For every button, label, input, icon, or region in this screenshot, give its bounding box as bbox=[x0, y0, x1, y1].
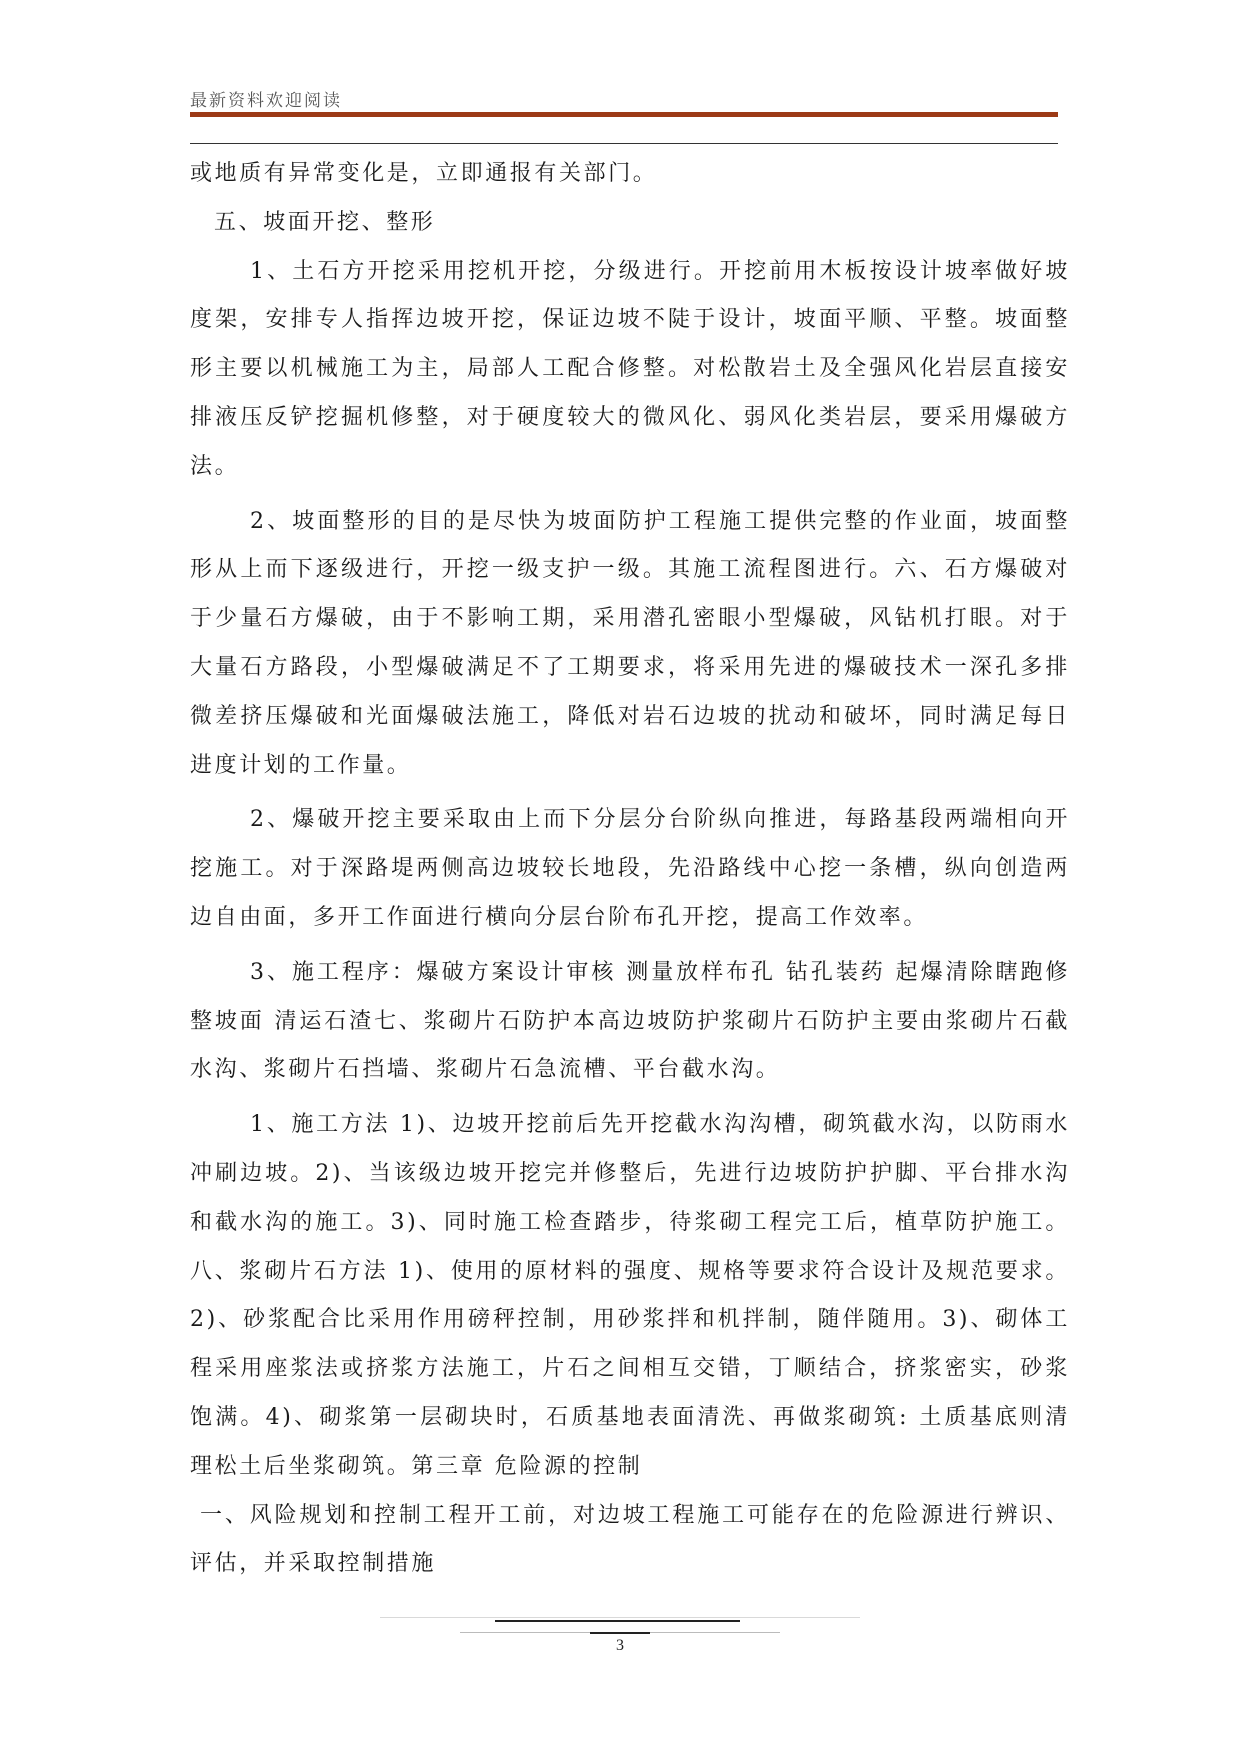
header-rule-thin bbox=[190, 143, 1058, 144]
paragraph-continuation: 或地质有异常变化是，立即通报有关部门。 bbox=[190, 161, 658, 186]
page-number: 3 bbox=[616, 1637, 624, 1654]
footer-rule-dark bbox=[495, 1620, 740, 1622]
paragraph-construction-procedure: 3、施工程序：爆破方案设计审核 测量放样布孔 钻孔装药 起爆清除瞎跑修整坡面 清运石渣七、浆砌片石防护本高边坡防护浆砌片石防护主要由浆砌片石截水沟、浆砌片石挡墙、浆砌片石急流槽、平台截水沟。 bbox=[190, 959, 1070, 1083]
footer-rule-light bbox=[380, 1617, 860, 1618]
paragraph-construction-method: 1、施工方法 1)、边坡开挖前后先开挖截水沟沟槽，砌筑截水沟，以防雨水冲刷边坡。2)、当该级边坡开挖完并修整后，先进行边坡防护护脚、平台排水沟和截水沟的施工。3)、同时施工检查踏步，待浆砌工程完工后，植草防护施工。八、浆砌片石方法 1)、使用的原材料的强度、规格等要求符合设计及规范要求。2)、砂浆配合比采用作用磅秤控制，用砂浆拌和机拌制，随伴随用。3)、砌体工程采用座浆法或挤浆方法施工，片石之间相互交错，丁顺结合，挤浆密实，砂浆饱满。4)、砌浆第一层砌块时，石质基地表面清洗、再做浆砌筑: 土质基底则清理松土后坐浆砌筑。第三章 危险源的控制 bbox=[190, 1112, 1070, 1479]
section-heading-slope-excavation: 五、坡面开挖、整形 bbox=[214, 209, 436, 235]
header-rule-thick bbox=[190, 112, 1058, 117]
document-body bbox=[190, 150, 1070, 1589]
paragraph-excavation: 1、土石方开挖采用挖机开挖，分级进行。开挖前用木板按设计坡率做好坡度架，安排专人指挥边坡开挖，保证边坡不陡于设计，坡面平顺、平整。坡面整形主要以机械施工为主，局部人工配合修整。对松散岩土及全强风化岩层直接安排液压反铲挖掘机修整，对于硬度较大的微风化、弱风化类岩层，要采用爆破方法。 bbox=[190, 258, 1070, 479]
paragraph-risk-planning: 一、风险规划和控制工程开工前，对边坡工程施工可能存在的危险源进行辨识、评估，并采取控制措施 bbox=[190, 1502, 1070, 1577]
footer-rule-short bbox=[590, 1632, 650, 1634]
page-header-title: 最新资料欢迎阅读 bbox=[190, 91, 342, 111]
paragraph-blasting-excavation: 2、爆破开挖主要采取由上而下分层分台阶纵向推进，每路基段两端相向开挖施工。对于深路堤两侧高边坡较长地段，先沿路线中心挖一条槽，纵向创造两边自由面，多开工作面进行横向分层台阶布孔开挖，提高工作效率。 bbox=[190, 807, 1070, 930]
paragraph-slope-shaping: 2、坡面整形的目的是尽快为坡面防护工程施工提供完整的作业面，坡面整形从上而下逐级进行，开挖一级支护一级。其施工流程图进行。六、石方爆破对于少量石方爆破，由于不影响工期，采用潜孔密眼小型爆破，风钻机打眼。对于大量石方路段，小型爆破满足不了工期要求，将采用先进的爆破技术一深孔多排微差挤压爆破和光面爆破法施工，降低对岩石边坡的扰动和破坏，同时满足每日进度计划的工作量。 bbox=[190, 508, 1070, 778]
